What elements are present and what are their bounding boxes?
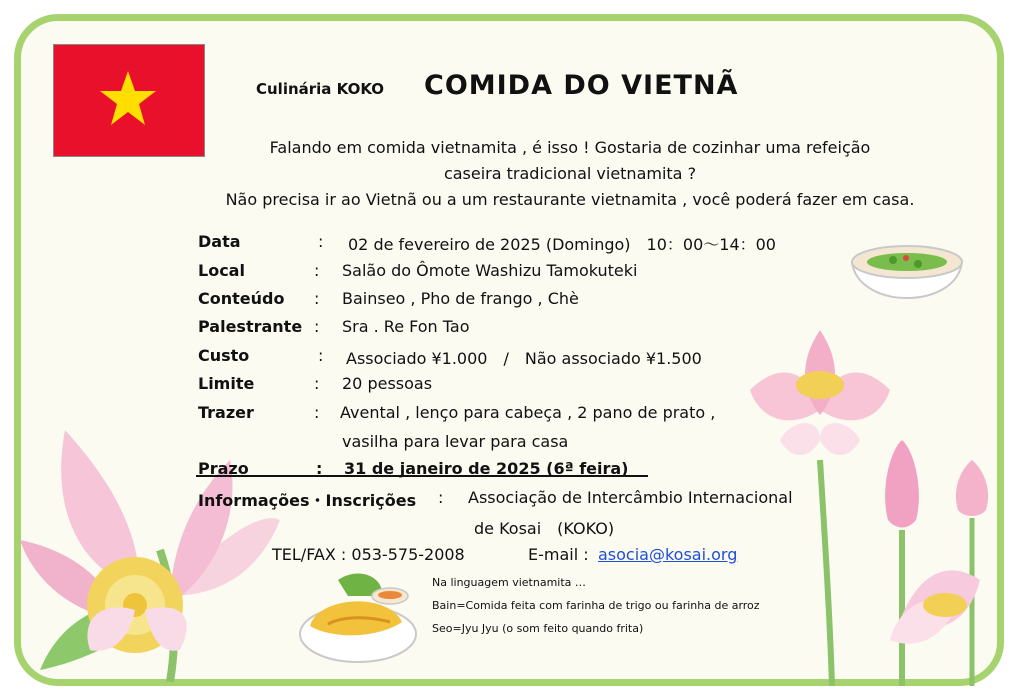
cost-value: Associado ¥1.000 / Não associado ¥1.500 [346, 349, 702, 368]
banh-xeo-plate-icon [298, 566, 420, 666]
deadline-value: 31 de janeiro de 2025 (6ª feira) [344, 459, 629, 478]
limit-label: Limite [198, 374, 255, 393]
content-colon: : [314, 289, 320, 308]
place-colon: : [314, 261, 320, 280]
deadline-colon: : [316, 459, 323, 478]
content-value: Bainseo , Pho de frango , Chè [342, 289, 579, 308]
info-value-1: Associação de Intercâmbio Internacional [468, 488, 793, 507]
date-value: 02 de fevereiro de 2025 (Domingo) 10：00～14：00 [348, 235, 776, 254]
bring-colon: : [314, 403, 320, 422]
date-colon: : [318, 232, 324, 251]
place-label: Local [198, 261, 245, 280]
cost-colon: : [318, 346, 324, 365]
organizer-name: Culinária KOKO [256, 80, 385, 98]
bring-value-1: Avental , lenço para cabeça , 2 pano de prato , [340, 403, 716, 422]
lotus-left-icon [20, 420, 300, 682]
limit-value: 20 pessoas [342, 374, 433, 393]
speaker-value: Sra . Re Fon Tao [342, 317, 470, 336]
page-title: COMIDA DO VIETNÃ [424, 70, 739, 101]
deadline-label: Prazo [198, 459, 249, 478]
intro-line-3: Não precisa ir ao Vietnã ou a um restaurante vietnamita , você poderá fazer em casa. [225, 190, 915, 209]
cost-label: Custo [198, 346, 250, 365]
info-colon: : [438, 488, 444, 507]
info-value-2: de Kosai (KOKO) [474, 519, 615, 538]
vietnam-flag-icon [53, 44, 205, 157]
date-label: Data [198, 232, 241, 251]
speaker-colon: : [314, 317, 320, 336]
email-label: E-mail : [528, 545, 589, 564]
limit-colon: : [314, 374, 320, 393]
pho-bowl-icon [848, 240, 966, 320]
content-label: Conteúdo [198, 289, 285, 308]
note-line-2: Bain=Comida feita com farinha de trigo ou farinha de arroz [432, 599, 760, 612]
place-value: Salão do Ômote Washizu Tamokuteki [342, 261, 638, 280]
bring-value-2: vasilha para levar para casa [342, 432, 569, 451]
note-line-1: Na linguagem vietnamita … [432, 576, 586, 589]
email-link[interactable]: asocia@kosai.org [598, 545, 738, 564]
intro-line-2: caseira tradicional vietnamita ? [443, 164, 697, 183]
info-label: Informações・Inscrições [198, 491, 417, 510]
tel-fax: TEL/FAX : 053-575-2008 [272, 545, 465, 564]
bring-label: Trazer [198, 403, 254, 422]
speaker-label: Palestrante [198, 317, 303, 336]
intro-line-1: Falando em comida vietnamita , é isso ! Gostaria de cozinhar uma refeição [269, 138, 871, 157]
note-line-3: Seo=Jyu Jyu (o som feito quando frita) [432, 622, 644, 635]
flag-star-icon [98, 69, 158, 129]
deadline-underline [196, 475, 648, 477]
